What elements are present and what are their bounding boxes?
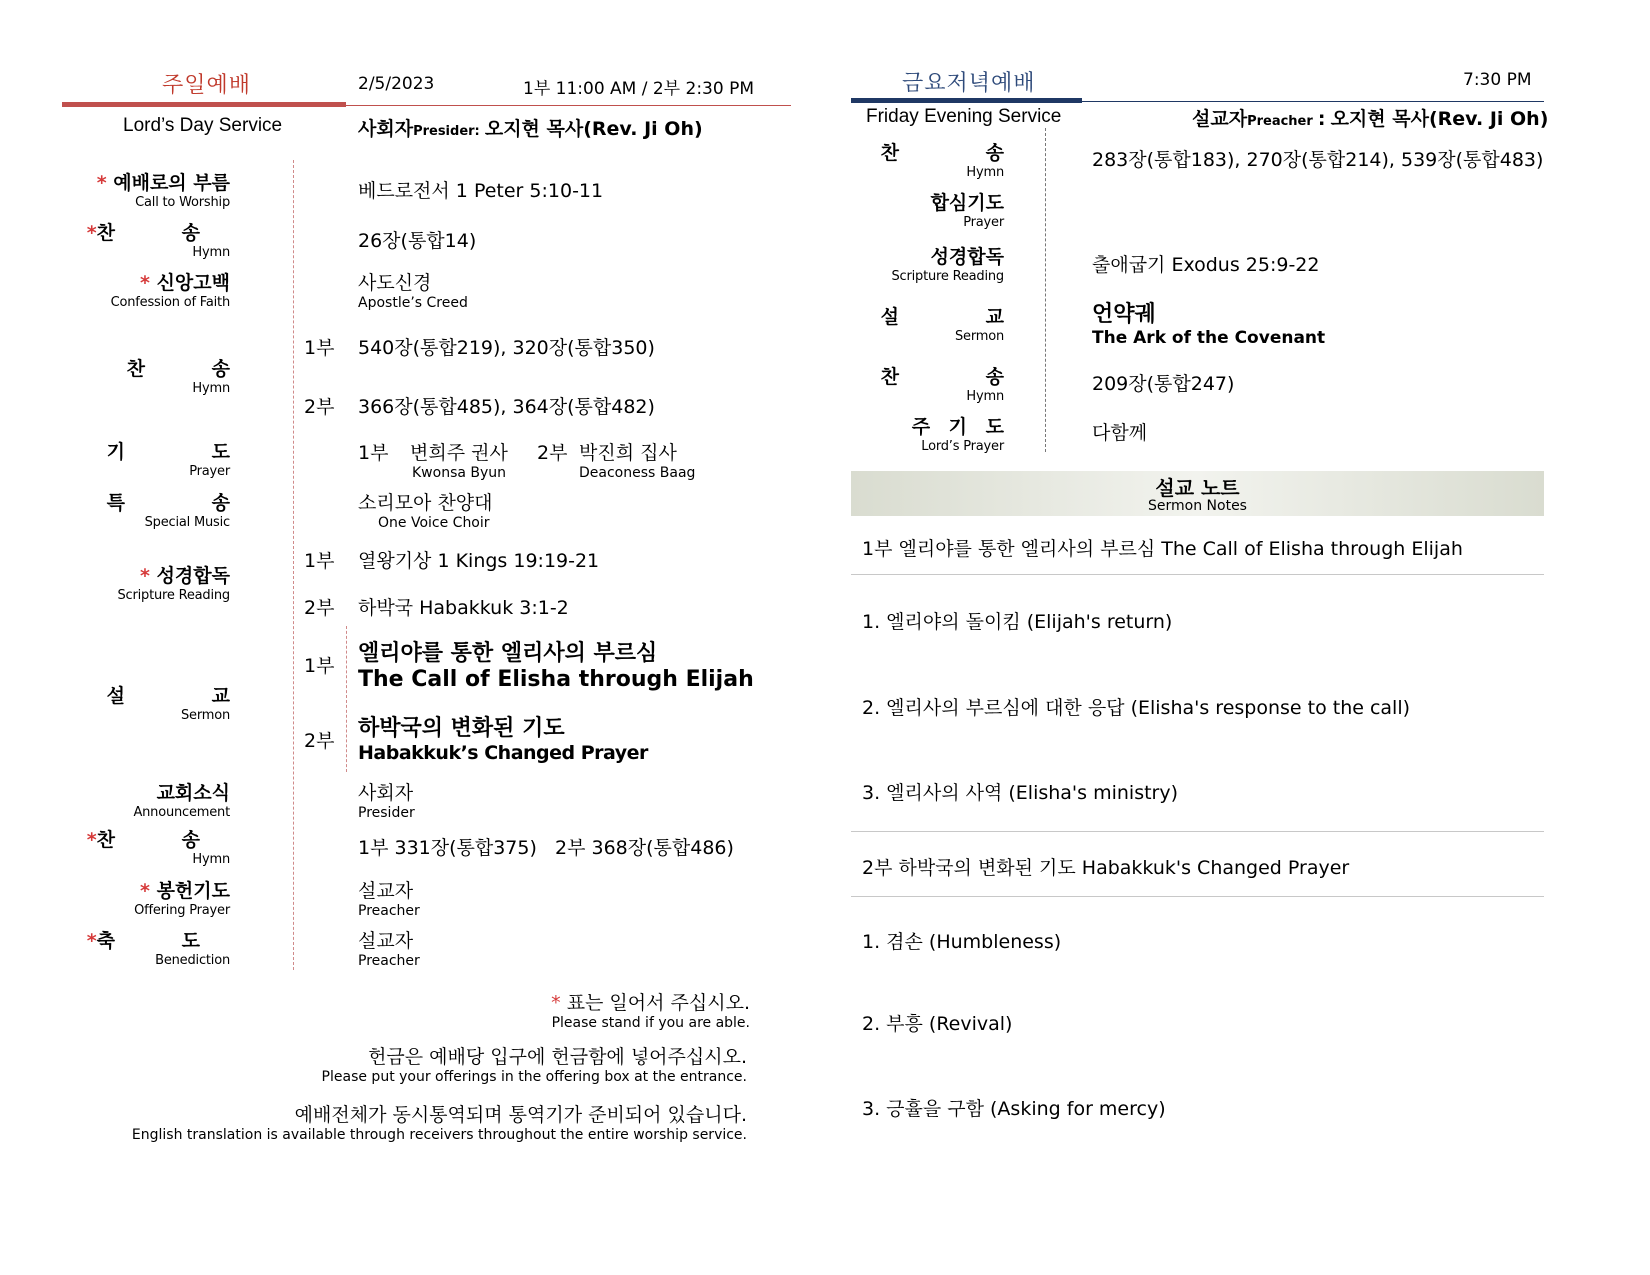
notes-point: 2. 엘리사의 부르심에 대한 응답 (Elisha's response to the call) [862,697,1411,719]
service-date: 2/5/2023 [358,74,435,94]
friday-title: 금요저녁예배 [902,71,1036,96]
presider-line: 사회자Presider: 오지현 목사(Rev. Ji Oh) [358,118,703,140]
notes-point: 1. 겸손 (Humbleness) [862,931,1062,953]
friday-hymn-2-value: 209장(통합247) [1092,373,1235,395]
notes-section-2-heading: 2부 하박국의 변화된 기도 Habakkuk's Changed Prayer [862,857,1350,879]
friday-item-sermon: 설 교 Sermon [880,306,1044,344]
friday-header-rule [1082,101,1544,102]
title-underline [62,102,346,107]
part-2-label: 2부 [304,396,335,418]
offering-prayer-value: 설교자 Preacher [358,880,420,919]
notes-point: 3. 긍휼을 구함 (Asking for mercy) [862,1098,1166,1120]
notes-point: 2. 부흥 (Revival) [862,1013,1013,1035]
call-to-worship-value: 베드로전서 1 Peter 5:10-11 [358,180,604,202]
service-times: 1부 11:00 AM / 2부 2:30 PM [523,79,755,99]
friday-scripture-value: 출애굽기 Exodus 25:9-22 [1092,254,1320,276]
friday-sermon-value: 언약궤 The Ark of the Covenant [1092,302,1326,348]
scripture-part2-label: 2부 [304,597,335,619]
sermon-part1-title: 엘리야를 통한 엘리사의 부르심 The Call of Elisha through Elijah [358,641,754,692]
scripture-part1-label: 1부 [304,550,335,572]
notes-point: 3. 엘리사의 사역 (Elisha's ministry) [862,782,1179,804]
note-offering: 헌금은 예배당 입구에 헌금함에 넣어주십시오. Please put your offerings in the offering box at the entrance. [321,1046,747,1085]
item-call-to-worship: * 예배로의 부름 Call to Worship [96,172,230,210]
friday-item-lords-prayer: 주 기 도 Lord’s Prayer [911,416,1010,454]
sermon-notes-subtitle: Sermon Notes [1148,498,1247,514]
friday-title-underline [851,98,1082,103]
notes-section-1-heading: 1부 엘리야를 통한 엘리사의 부르심 The Call of Elisha through Elijah [862,538,1463,560]
item-scripture: * 성경합독 Scripture Reading [117,565,230,603]
notes-divider [851,831,1544,832]
friday-title-en: Friday Evening Service [866,106,1062,127]
header-rule [346,105,791,106]
hymn-2-part1-value: 540장(통합219), 320장(통합350) [358,337,655,359]
prayer-leader-1: 변희주 권사 Kwonsa Byun [410,442,508,481]
item-announcement: 교회소식 Announcement [133,782,230,820]
preacher-line: 설교자Preacher : 오지현 목사(Rev. Ji Oh) [1192,108,1549,130]
notes-point: 1. 엘리야의 돌이킴 (Elijah's return) [862,611,1173,633]
benediction-value: 설교자 Preacher [358,930,420,969]
hymn-2-part2-value: 366장(통합485), 364장(통합482) [358,396,655,418]
item-offering-prayer: * 봉헌기도 Offering Prayer [134,880,230,918]
sunday-title: 주일예배 [162,73,252,98]
sunday-title-en: Lord’s Day Service [123,115,283,136]
item-hymn-3: *찬 송 Hymn [86,829,230,867]
prayer-part2: 2부 [537,442,568,464]
item-benediction: *축 도 Benediction [86,930,230,968]
item-hymn-2: 찬 송 Hymn [126,358,260,396]
item-special-music: 특 송 Special Music [106,492,270,530]
sermon-divider [346,626,347,772]
order-divider [293,160,294,970]
scripture-part1-value: 열왕기상 1 Kings 19:19-21 [358,550,600,572]
sermon-part2-label: 2부 [304,730,335,752]
friday-item-hymn-1: 찬 송 Hymn [880,142,1044,180]
notes-divider [851,574,1544,575]
hymn-3-value: 1부 331장(통합375) 2부 368장(통합486) [358,837,734,859]
friday-item-prayer: 합심기도 Prayer [930,192,1004,230]
friday-divider [1045,128,1046,452]
friday-hymn-1-value: 283장(통합183), 270장(통합214), 539장(통합483) [1092,149,1544,171]
friday-item-hymn-2: 찬 송 Hymn [880,366,1044,404]
friday-lords-prayer-value: 다함께 [1092,422,1148,444]
friday-time: 7:30 PM [1463,70,1532,90]
special-music-value: 소리모아 찬양대 One Voice Choir [358,492,493,531]
note-stand: * 표는 일어서 주십시오. Please stand if you are able. [551,992,750,1031]
prayer-leader-2: 박진희 집사 Deaconess Baag [579,442,696,481]
notes-divider [851,896,1544,897]
prayer-part1: 1부 [358,442,389,464]
sermon-notes-header [851,471,1544,516]
friday-item-scripture: 성경합독 Scripture Reading [891,246,1004,284]
item-hymn-1: *찬 송 Hymn [86,222,230,260]
scripture-part2-value: 하박국 Habakkuk 3:1-2 [358,597,569,619]
sermon-part1-label: 1부 [304,655,335,677]
sermon-part2-title: 하박국의 변화된 기도 Habakkuk’s Changed Prayer [358,716,648,764]
item-prayer: 기 도 Prayer [106,441,270,479]
item-sermon: 설 교 Sermon [106,685,270,723]
sermon-notes-title: 설교 노트 [1155,476,1240,500]
item-confession: * 신앙고백 Confession of Faith [110,272,230,310]
part-1-label: 1부 [304,337,335,359]
confession-value: 사도신경 Apostle’s Creed [358,272,468,311]
note-translation: 예배전체가 동시통역되며 통역기가 준비되어 있습니다. English translation is available through receivers throughout the entire worship service. [131,1104,747,1143]
announcement-value: 사회자 Presider [358,782,415,821]
hymn-1-value: 26장(통합14) [358,230,477,252]
